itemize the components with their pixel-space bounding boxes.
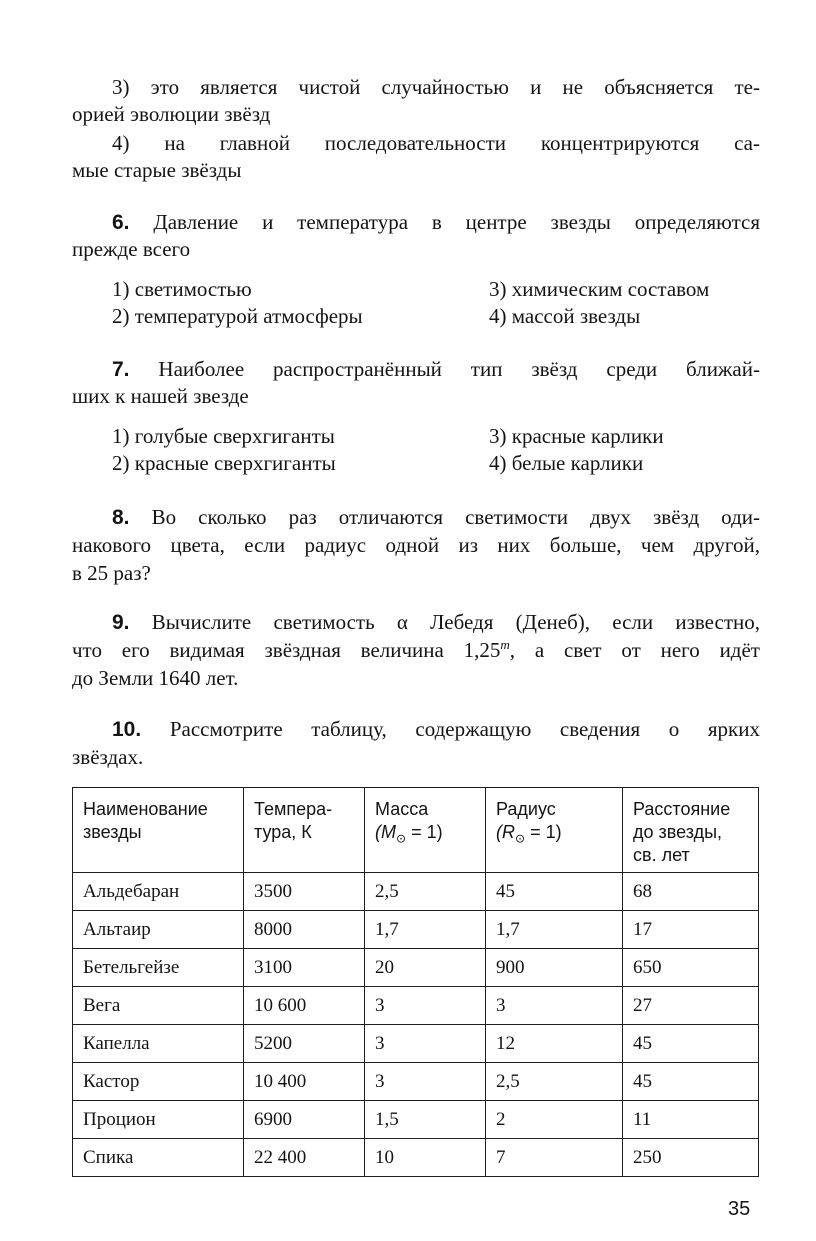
cell-distance: 45 bbox=[623, 1025, 759, 1063]
cell-radius: 7 bbox=[486, 1139, 623, 1177]
cell-mass: 3 bbox=[365, 987, 486, 1025]
question-10-line-1: 10. Рассмотрите таблицу, содержащую сведения о ярких bbox=[112, 717, 760, 741]
cell-radius: 2 bbox=[486, 1101, 623, 1139]
question-7-option-4: 4) белые карлики bbox=[489, 451, 644, 475]
cell-mass: 1,7 bbox=[365, 911, 486, 949]
cell-distance: 17 bbox=[623, 911, 759, 949]
table-row bbox=[73, 949, 759, 987]
question-8-line-3: в 25 раз? bbox=[72, 561, 151, 585]
cell-temperature: 6900 bbox=[244, 1101, 365, 1139]
cell-star: Спика bbox=[73, 1139, 244, 1177]
cell-mass: 3 bbox=[365, 1025, 486, 1063]
question-9-line-3: до Земли 1640 лет. bbox=[72, 666, 239, 690]
option-3-previous-cont: орией эволюции звёзд bbox=[72, 102, 271, 126]
cell-star: Альтаир bbox=[73, 911, 244, 949]
question-7-option-3: 3) красные карлики bbox=[489, 424, 664, 448]
question-7-line-1: 7. Наиболее распространённый тип звёзд среди ближай- bbox=[112, 357, 760, 381]
table-row bbox=[73, 1139, 759, 1177]
question-6-number: 6. bbox=[112, 211, 130, 234]
table-row bbox=[73, 1101, 759, 1139]
option-3-previous: 3) это является чистой случайностью и не объясняется те- bbox=[112, 75, 760, 99]
question-9-line-1: 9. Вычислите светимость α Лебедя (Денеб), если известно, bbox=[112, 610, 761, 634]
cell-mass: 2,5 bbox=[365, 873, 486, 911]
header-radius: Радиус $(R_⊙ = 1)$ bbox=[486, 788, 623, 873]
cell-distance: 45 bbox=[623, 1063, 759, 1101]
header-temperature: Темпера- тура, К bbox=[244, 788, 365, 873]
question-9-line-2: что его видимая звёздная величина 1,25$^m$, а свет от него идёт bbox=[72, 637, 760, 662]
magnitude-superscript: m bbox=[500, 637, 510, 652]
table-row bbox=[73, 987, 759, 1025]
cell-radius: 900 bbox=[486, 949, 623, 987]
cell-mass: 20 bbox=[365, 949, 486, 987]
cell-mass: 10 bbox=[365, 1139, 486, 1177]
bright-stars-table bbox=[72, 787, 759, 1177]
cell-distance: 250 bbox=[623, 1139, 759, 1177]
cell-temperature: 5200 bbox=[244, 1025, 365, 1063]
table-header-row bbox=[73, 788, 759, 873]
question-7-option-1: 1) голубые сверхгиганты bbox=[112, 424, 335, 448]
cell-temperature: 3500 bbox=[244, 873, 365, 911]
question-6-option-4: 4) массой звезды bbox=[489, 304, 641, 328]
cell-temperature: 3100 bbox=[244, 949, 365, 987]
page-number: 35 bbox=[728, 1198, 751, 1220]
cell-mass: 3 bbox=[365, 1063, 486, 1101]
question-8-number: 8. bbox=[112, 506, 130, 529]
cell-radius: 3 bbox=[486, 987, 623, 1025]
question-10-number: 10. bbox=[112, 718, 142, 741]
option-4-previous-cont: мые старые звёзды bbox=[72, 158, 242, 182]
cell-star: Капелла bbox=[73, 1025, 244, 1063]
question-6-option-1: 1) светимостью bbox=[112, 277, 252, 301]
cell-distance: 27 bbox=[623, 987, 759, 1025]
question-8-line-1: 8. Во сколько раз отличаются светимости двух звёзд оди- bbox=[112, 505, 760, 529]
question-6-option-2: 2) температурой атмосферы bbox=[112, 304, 363, 328]
cell-temperature: 8000 bbox=[244, 911, 365, 949]
header-mass: Масса $(M_⊙ = 1)$ bbox=[365, 788, 486, 873]
question-7-number: 7. bbox=[112, 358, 130, 381]
question-7-line-2: ших к нашей звезде bbox=[72, 384, 249, 408]
cell-star: Бетельгейзе bbox=[73, 949, 244, 987]
question-6-line-1: 6. Давление и температура в центре звезды определяются bbox=[112, 210, 761, 234]
cell-star: Кастор bbox=[73, 1063, 244, 1101]
cell-radius: 45 bbox=[486, 873, 623, 911]
cell-temperature: 10 400 bbox=[244, 1063, 365, 1101]
question-6-line-2: прежде всего bbox=[72, 237, 191, 261]
cell-star: Альдебаран bbox=[73, 873, 244, 911]
cell-star: Вега bbox=[73, 987, 244, 1025]
option-4-previous: 4) на главной последовательности концентрируются са- bbox=[112, 131, 760, 155]
table-row bbox=[73, 1025, 759, 1063]
question-7-option-2: 2) красные сверхгиганты bbox=[112, 451, 336, 475]
cell-distance: 650 bbox=[623, 949, 759, 987]
question-8-line-2: накового цвета, если радиус одной из них больше, чем другой, bbox=[72, 533, 760, 557]
table-row bbox=[73, 873, 759, 911]
table-row bbox=[73, 911, 759, 949]
cell-radius: 2,5 bbox=[486, 1063, 623, 1101]
cell-mass: 1,5 bbox=[365, 1101, 486, 1139]
cell-radius: 12 bbox=[486, 1025, 623, 1063]
cell-temperature: 10 600 bbox=[244, 987, 365, 1025]
cell-distance: 11 bbox=[623, 1101, 759, 1139]
cell-distance: 68 bbox=[623, 873, 759, 911]
cell-star: Процион bbox=[73, 1101, 244, 1139]
cell-temperature: 22 400 bbox=[244, 1139, 365, 1177]
table-row bbox=[73, 1063, 759, 1101]
question-9-number: 9. bbox=[112, 611, 130, 634]
question-10-line-2: звёздах. bbox=[72, 745, 144, 769]
header-star-name: Наименование звезды bbox=[73, 788, 244, 873]
header-distance: Расстояние до звезды, св. лет bbox=[623, 788, 759, 873]
question-6-option-3: 3) химическим составом bbox=[489, 277, 710, 301]
cell-radius: 1,7 bbox=[486, 911, 623, 949]
